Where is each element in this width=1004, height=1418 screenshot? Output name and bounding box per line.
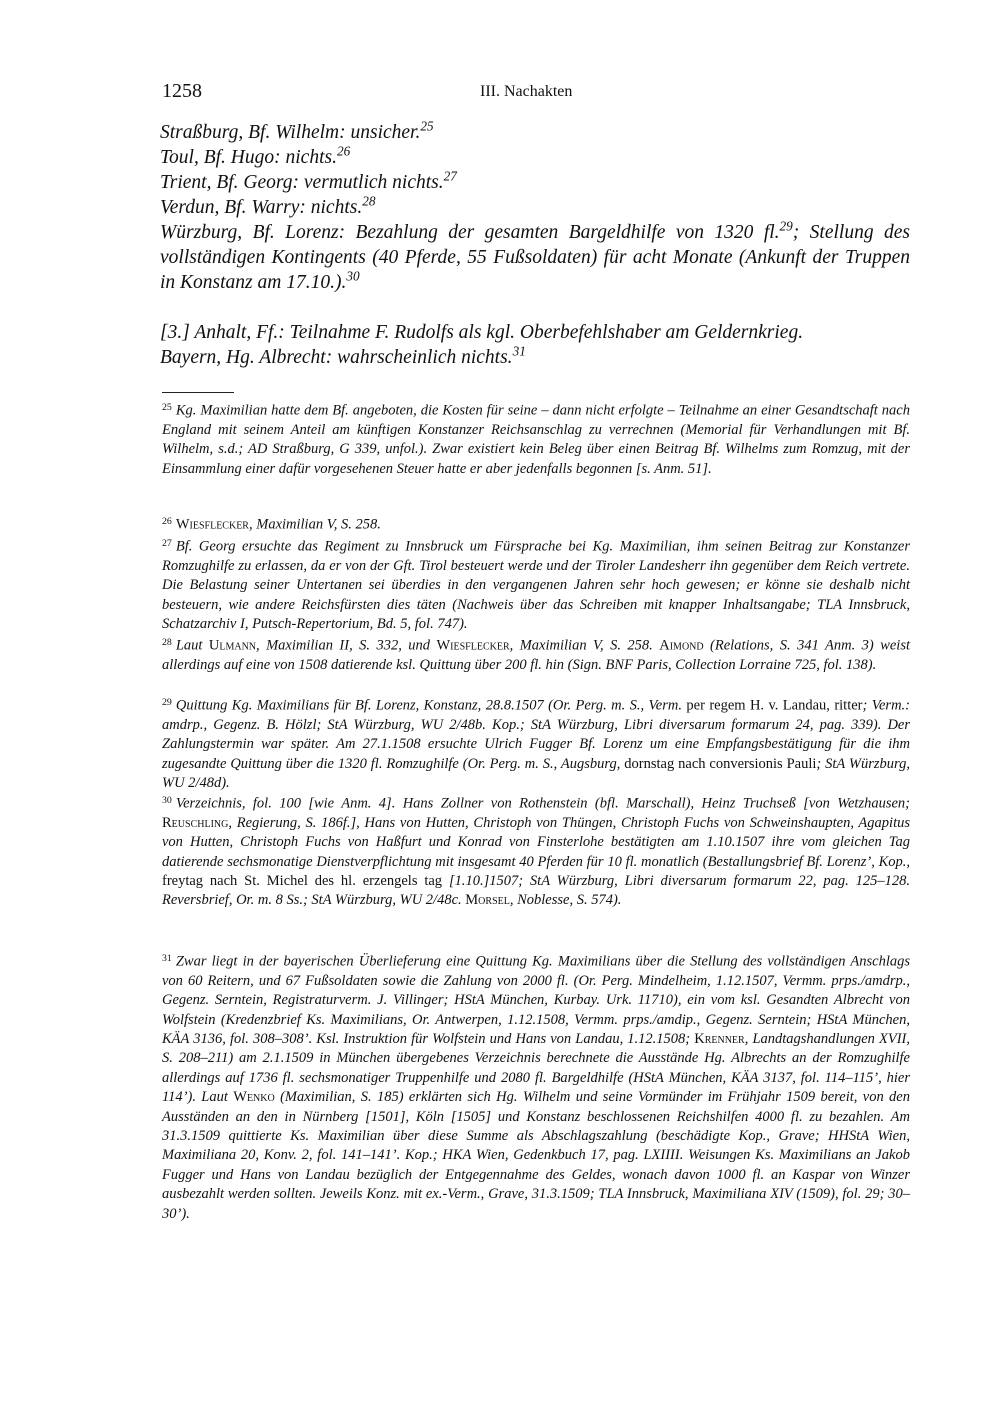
footnote-29	[162, 693, 910, 791]
footnote-26	[162, 512, 910, 534]
footnote-27	[162, 534, 910, 633]
footnote-text: , Noblesse, S. 574).	[509, 892, 622, 909]
footnote-text: (Relations, S. 341 Anm. 3) weist allerdings auf eine von 1508 datierende ksl. Quittung über 200 fl. hin (Sign. BNF Paris, Collection Lorraine 725, fol. 138).	[162, 637, 910, 673]
footnote-ref-31: 31	[512, 343, 526, 359]
source-quote: dornstag nach conversionis Pauli	[624, 755, 817, 772]
footnote-text: , Landtagshandlungen XVII, S. 208–211) am 2.1.1509 in München übergebenes Verzeichnis berechnete die Ausstände Hg. Albrechts an der Romzughilfe allerdings auf 1736 fl. sechsmonatiger Truppenhilfe und 2080 fl. Bargeldhilfe (HStA München, KÄA 3137, fol. 114–115’, hier 114’). Laut	[162, 1031, 910, 1106]
author-name: Aimond	[659, 637, 704, 654]
page-number: 1258	[162, 80, 202, 102]
footnote-ref-28: 28	[362, 193, 376, 209]
entry-toul-text: Toul, Bf. Hugo: nichts.	[160, 147, 337, 168]
source-quote: per regem H. v. Landau, ritter	[686, 697, 863, 714]
footnote-number: 29	[162, 697, 172, 708]
footnote-30	[162, 791, 910, 949]
footnote-number: 30	[162, 795, 172, 806]
entry-anhalt: [3.] Anhalt, Ff.: Teilnahme F. Rudolfs als kgl. Oberbefehlshaber am Geldernkrieg.	[160, 322, 804, 343]
footnote-text: ; StA Würzburg, WU 2/48d).	[162, 755, 910, 792]
author-name: Wiesflecker	[175, 516, 249, 533]
footnote-text: Verzeichnis, fol. 100 [wie Anm. 4]. Hans Zollner von Rothenstein (bfl. Marschall), Heinz Truchseß [von Wetzhausen;	[175, 795, 910, 812]
footnote-text: Bf. Georg ersuchte das Regiment zu Innsbruck um Fürsprache bei Kg. Maximilian, ihm seinen Beitrag zur Konstanzer Romzughilfe zu erlassen, da er von der Gft. Tirol besteuert werde und der Tiroler Landesherr ihn gegenüber dem Reich vertrete. Die Belastung seiner Untertanen sei überdies in den vergangenen Jahren sehr hoch gewesen; er könne sie deshalb nicht besteuern, wie andere Reichsfürsten dies täten (Nachweis über das Schreiben mit knapper Inhaltsangabe; TLA Innsbruck, Schatzarchiv I, Putsch-Repertorium, Bd. 5, fol. 747).	[162, 538, 910, 633]
footnote-ref-25: 25	[420, 118, 434, 134]
footnote-ref-29: 29	[779, 218, 793, 234]
footnote-number: 27	[162, 538, 172, 549]
footnote-28	[162, 633, 910, 693]
footnote-25	[162, 398, 910, 512]
footnote-text: , Maximilian V, S. 258.	[248, 516, 381, 533]
running-head: III. Nachakten	[480, 83, 573, 100]
author-name: Morsel	[465, 892, 510, 909]
footnote-31	[162, 949, 910, 1261]
author-name: Reuschling	[162, 814, 229, 831]
footnote-number: 31	[162, 953, 172, 964]
entry-wuerzburg	[160, 220, 910, 295]
author-name: Wiesflecker	[436, 637, 510, 654]
footnote-text: Laut	[175, 637, 209, 654]
footnote-text: , Regierung, S. 186f.], Hans von Hutten, Christoph von Thüngen, Christoph Fuchs von Schweinshaupten, Agapitus von Hutten, Christoph Fuchs von Haßfurt und Konrad von Finsterlohe bestätigten am 1.10.1507 ihre vom gleichen Tag datierende sechsmonatige Dienstverpflichtung mit insgesamt 40 Pferden für 10 fl. monatlich (Bestallungsbrief Bf. Lorenz’, Kop.,	[162, 814, 910, 870]
footnote-text: ; Verm.: amdrp., Gegenz. B. Hölzl; StA Würzburg, WU 2/48b. Kop.; StA Würzburg, Libri diversarum formarum 24, pag. 339). Der Zahlungstermin war später. Am 27.1.1508 ersuchte Ulrich Fugger Bf. Lorenz um eine Empfangsbestätigung für die ihm zugesandte Quittung über die 1320 fl. Romzughilfe (Or. Perg. m. S., Augsburg,	[162, 697, 910, 772]
footnote-text: [1.10.]1507; StA Würzburg, Libri diversarum formarum 22, pag. 125–128. Reversbrief, Or. m. 8 Ss.; StA Würzburg, WU 2/48c.	[162, 873, 910, 909]
entry-trient-text: Trient, Bf. Georg: vermutlich nichts.	[160, 172, 444, 193]
entry-bayern	[160, 345, 910, 370]
footnote-text: , Maximilian V, S. 258.	[509, 637, 660, 654]
main-text-section-3	[160, 320, 910, 370]
author-name: Wenko	[233, 1089, 275, 1106]
author-name: Krenner	[694, 1031, 745, 1048]
source-quote: freytag nach St. Michel des hl. erzengels tag	[162, 873, 443, 890]
entry-bayern-text: Bayern, Hg. Albrecht: wahrscheinlich nichts.	[160, 347, 513, 368]
entry-verdun	[160, 195, 910, 220]
footnote-text: , Maximilian II, S. 332, und	[256, 637, 437, 654]
entry-wuerzburg-text-a: Würzburg, Bf. Lorenz: Bezahlung der gesamten Bargeldhilfe von 1320 fl.	[160, 222, 780, 243]
entry-toul	[160, 145, 910, 170]
footnote-divider	[162, 392, 234, 393]
footnotes	[162, 398, 910, 1261]
footnote-number: 25	[162, 402, 172, 413]
entry-wuerzburg-text-b: ; Stellung des vollständigen Kontingents (40 Pferde, 55 Fußsoldaten) für acht Monate (Ankunft der Truppen in Konstanz am 17.10.).	[160, 222, 910, 293]
author-name: Ulmann	[208, 637, 257, 654]
footnote-number: 28	[162, 637, 172, 648]
entry-strassburg	[160, 120, 910, 145]
footnote-ref-26: 26	[336, 143, 351, 159]
entry-verdun-text: Verdun, Bf. Warry: nichts.	[160, 197, 363, 218]
footnote-number: 26	[162, 516, 172, 527]
footnote-text: (Maximilian, S. 185) erklärten sich Hg. Wilhelm und seine Vormünder im Frühjahr 1509 bereit, von den Ausständen an den in Nürnberg [1501], Köln [1505] und Konstanz beschlossenen Reichshilfen 4000 fl. zu bezahlen. Am 31.3.1509 quittierte Ks. Maximilian über diese Summe als Abschlagszahlung (beschädigte Kop., Grave; HHStA Wien, Maximiliana 20, Konv. 2, fol. 141–141’. Kop.; HKA Wien, Gedenkbuch 17, pag. LXIIII. Weisungen Ks. Maximilians an Jakob Fugger und Hans von Landau bezüglich der Entgegennahme des Geldes, wonach davon 1000 fl. an Kaspar von Winzer ausbezahlt werden sollten. Jeweils Konz. mit ex.-Verm., Grave, 31.3.1509; TLA Innsbruck, Maximiliana XIV (1509), fol. 29; 30–30’).	[162, 1089, 910, 1222]
entry-strassburg-text: Straßburg, Bf. Wilhelm: unsicher.	[160, 122, 421, 143]
main-text	[160, 120, 910, 295]
entry-trient	[160, 170, 910, 195]
footnote-text: Quittung Kg. Maximilians für Bf. Lorenz, Konstanz, 28.8.1507 (Or. Perg. m. S., Verm.	[175, 697, 687, 714]
footnote-ref-30: 30	[346, 268, 360, 284]
footnote-ref-27: 27	[443, 168, 457, 184]
footnote-text: Kg. Maximilian hatte dem Bf. angeboten, die Kosten für seine – dann nicht erfolgte – Teilnahme an einer Gesandtschaft nach England mit seinem Anteil am künftigen Konstanzer Reichsanschlag zu verrechnen (Memorial für Verhandlungen mit Bf. Wilhelm, s.d.; AD Straßburg, G 339, unfol.). Zwar existiert kein Beleg über einen Beitrag Bf. Wilhelms zum Romzug, mit der Einsammlung einer dafür vorgesehenen Steuer hatte er aber jedenfalls begonnen [s. Anm. 51].	[162, 402, 910, 477]
footnote-text: Zwar liegt in der bayerischen Überlieferung eine Quittung Kg. Maximilians über die Stellung des vollständigen Anschlags von 60 Reitern, und 67 Fußsoldaten sowie die Zahlung von 2000 fl. (Or. Perg. Mindelheim, 1.12.1507, Vermm. prps./amdrp., Gegenz. Serntein, Registraturverm. J. Villinger; HStA München, Kurbay. Urk. 11710), ein vom ksl. Gesandten Albrecht von Wolfstein (Kredenzbrief Ks. Maximilians, Or. Antwerpen, 1.12.1508, Vermm. prps./amdip., Gegenz. Serntein; HStA München, KÄA 3136, fol. 308–308’. Ksl. Instruktion für Wolfstein und Hans von Landau, 1.12.1508;	[162, 953, 910, 1048]
